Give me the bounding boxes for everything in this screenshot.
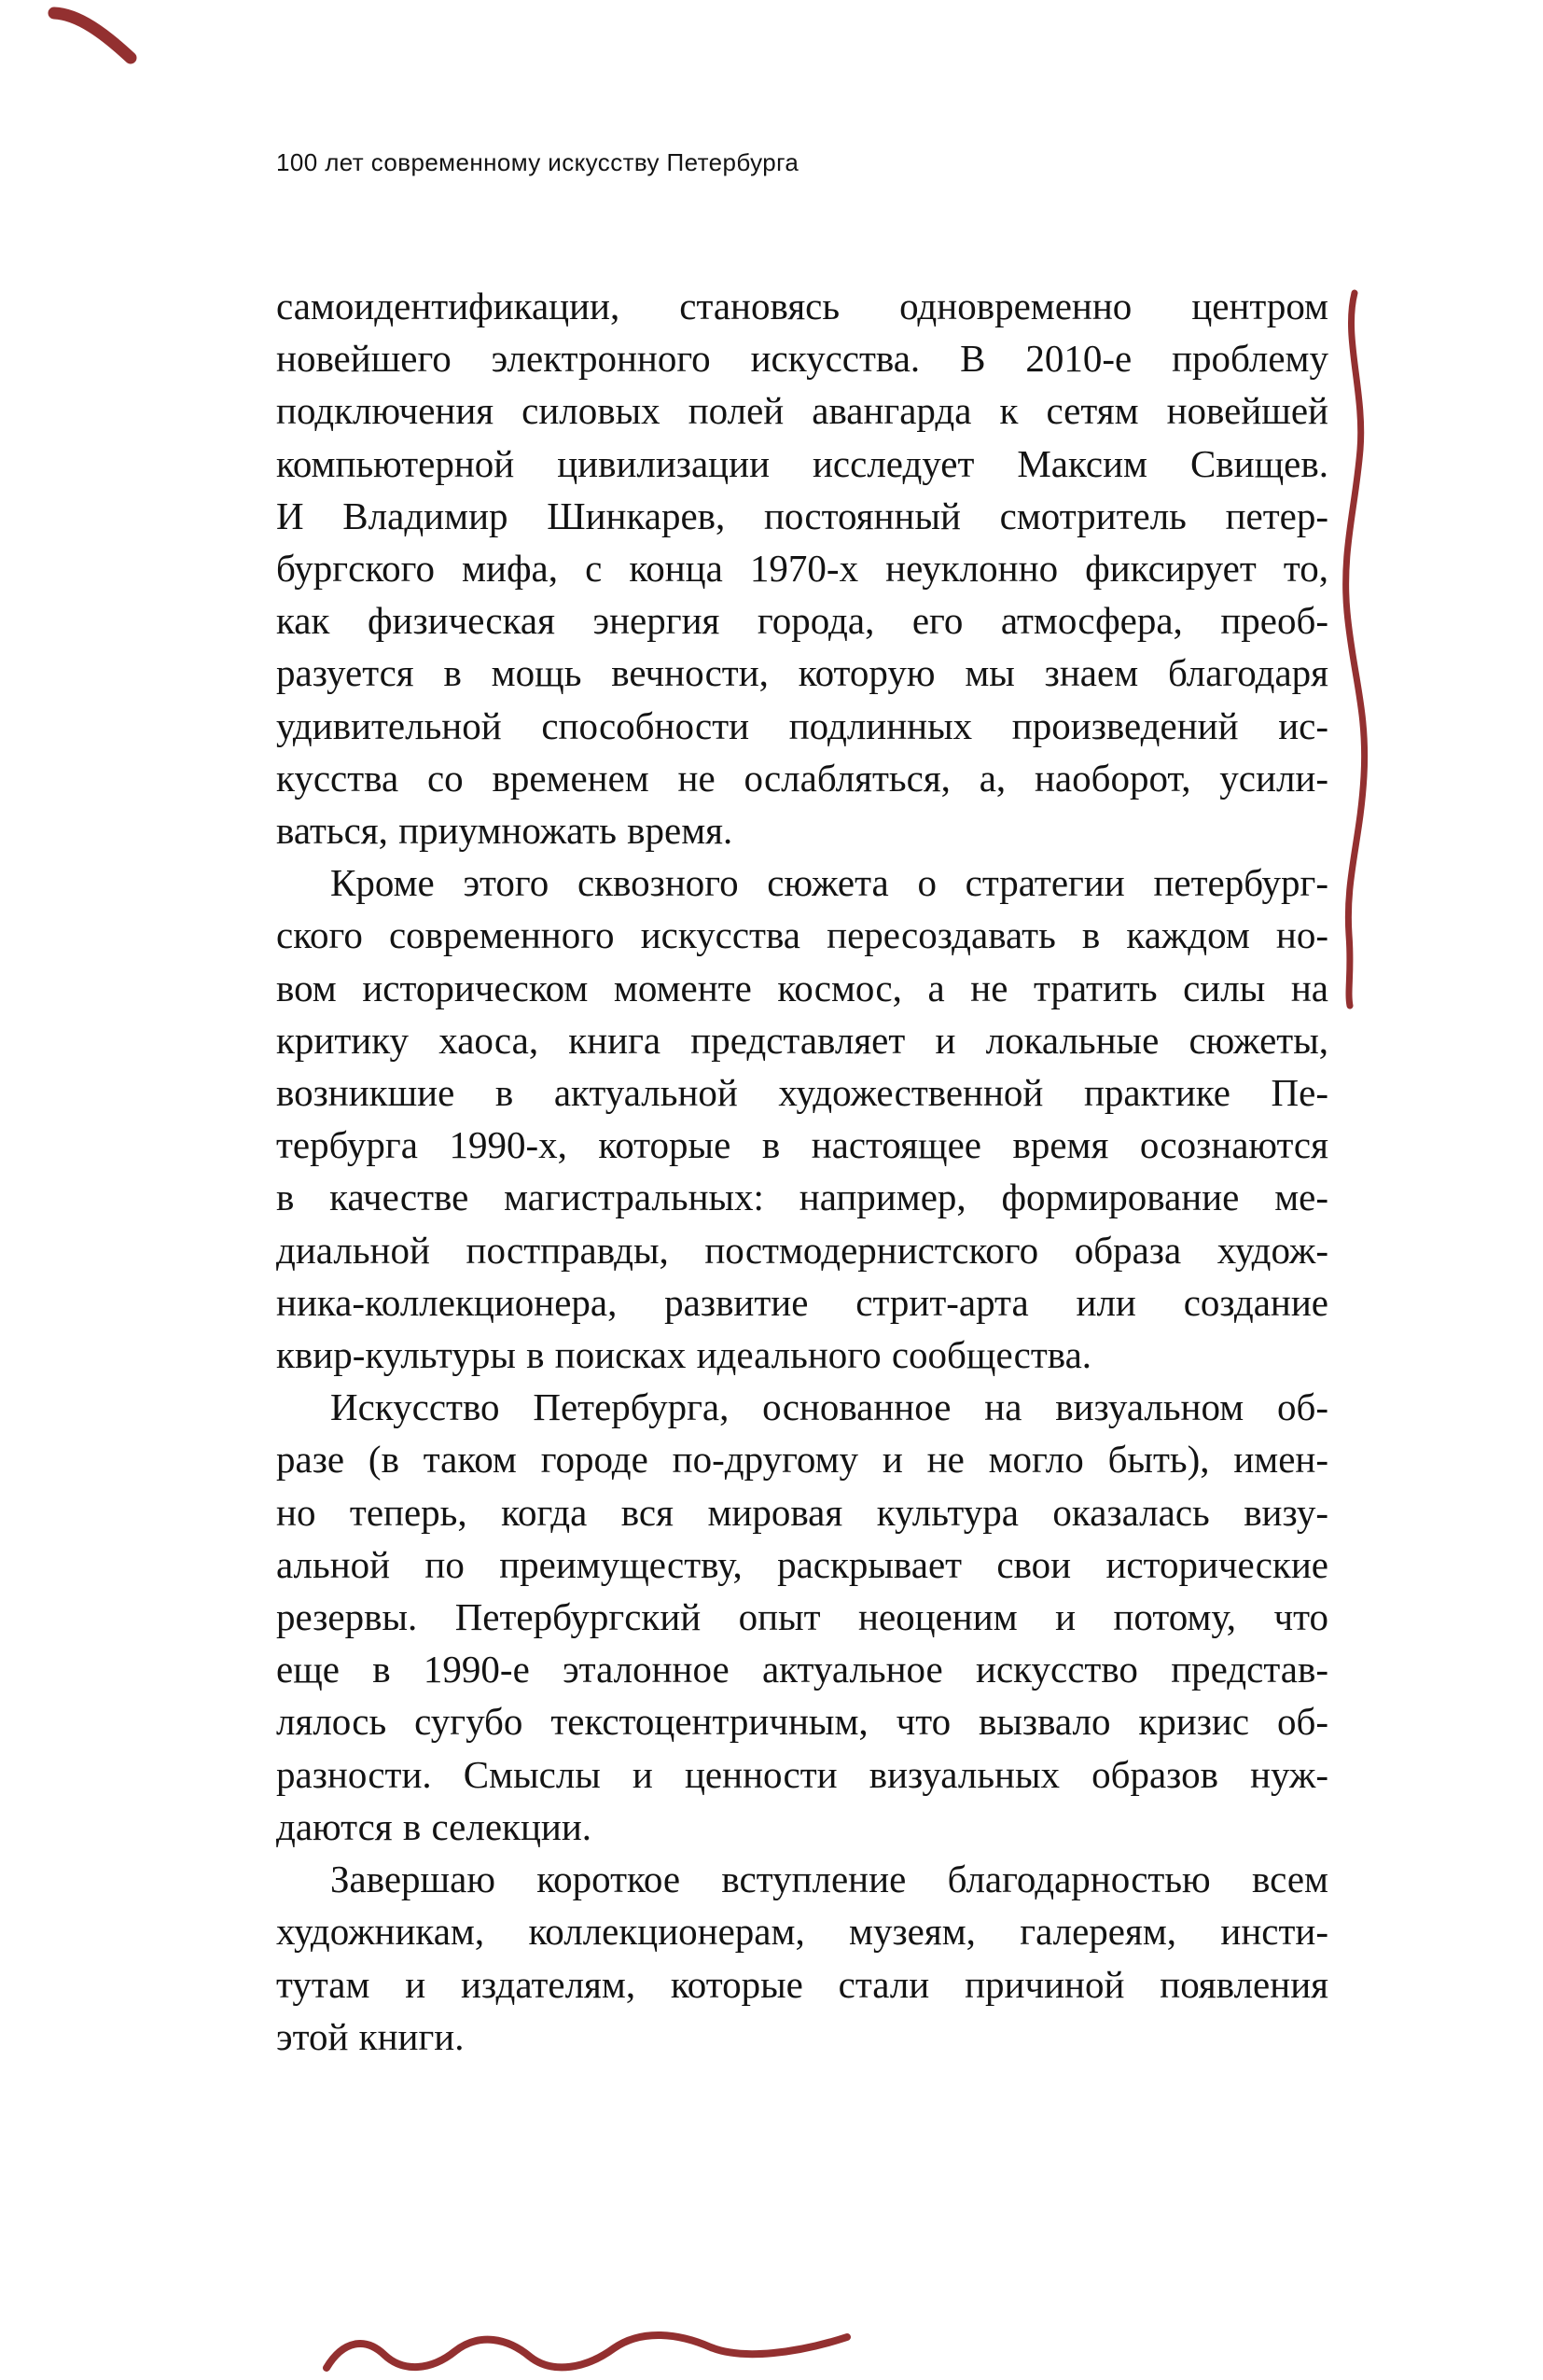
text-line: И Владимир Шинкарев, постоянный смотритель петер- [276,494,1328,537]
text-line: в качестве магистральных: например, формирование ме- [276,1176,1328,1219]
text-line: разности. Смыслы и ценности визуальных образов нуж- [276,1752,1328,1796]
text-line: резервы. Петербургский опыт неоценим и потому, что [276,1595,1328,1639]
margin-squiggle-right-mark [1346,293,1365,1006]
paragraph [276,856,1328,1381]
text-line: лялось сугубо текстоцентричным, что вызвало кризис об- [276,1700,1328,1744]
text-line: тутам и издателям, которые стали причиной появления [276,1962,1328,2006]
text-line: этой книги. [276,2014,465,2058]
text-line: даются в селекции. [276,1804,592,1848]
text-line: но теперь, когда вся мировая культура оказалась визу- [276,1490,1328,1534]
text-line: новейшего электронного искусства. В 2010-е проблему [276,337,1328,381]
paragraph [276,1853,1328,2063]
text-line: вом историческом моменте космос, а не тратить силы на [276,966,1328,1009]
text-line: кусства со временем не ослабляться, а, наоборот, усили- [276,756,1328,800]
text-line: критику хаоса, книга представляет и локальные сюжеты, [276,1018,1328,1062]
paragraph [276,280,1328,856]
running-header: 100 лет современному искусству Петербурга [276,148,799,176]
text-line: квир-культуры в поисках идеального сообщества. [276,1333,1092,1377]
text-line: альной по преимуществу, раскрывает свои исторические [276,1542,1328,1586]
text-line: компьютерной цивилизации исследует Максим Свищев. [276,441,1328,485]
text-line: подключения силовых полей авангарда к сетям новейшей [276,389,1328,433]
text-line: ника-коллекционера, развитие стрит-арта или создание [276,1280,1328,1324]
text-line: ского современного искусства пересоздавать в каждом но- [276,913,1328,957]
text-line: Искусство Петербурга, основанное на визуальном об- [330,1385,1328,1429]
text-line: Завершаю короткое вступление благодарностью всем [330,1858,1328,1901]
text-line: диальной постправды, постмодернистского образа худож- [276,1228,1328,1272]
text-line: удивительной способности подлинных произведений ис- [276,703,1328,747]
text-line: разуется в мощь вечности, которую мы знаем благодаря [276,651,1328,695]
text-line: Кроме этого сквозного сюжета о стратегии петербург- [330,861,1328,905]
corner-stroke-top-left-mark [54,13,131,58]
text-line: бургского мифа, с конца 1970-х неуклонно фиксирует то, [276,547,1328,591]
text-line: ваться, приумножать время. [276,809,733,853]
text-line: как физическая энергия города, его атмосфера, преоб- [276,599,1328,643]
body-text [276,280,1328,2063]
text-line: тербурга 1990-х, которые в настоящее время осознаются [276,1123,1328,1167]
text-line: разе (в таком городе по-другому и не могло быть), имен- [276,1438,1328,1482]
text-line: самоидентификации, становясь одновременно центром [276,285,1328,327]
bottom-scribble-mark [327,2335,847,2368]
text-line: возникшие в актуальной художественной практике Пе- [276,1071,1328,1115]
paragraph [276,1381,1328,1853]
text-line: еще в 1990-е эталонное актуальное искусство представ- [276,1648,1328,1691]
text-line: художникам, коллекционерам, музеям, галереям, инсти- [276,1910,1328,1954]
